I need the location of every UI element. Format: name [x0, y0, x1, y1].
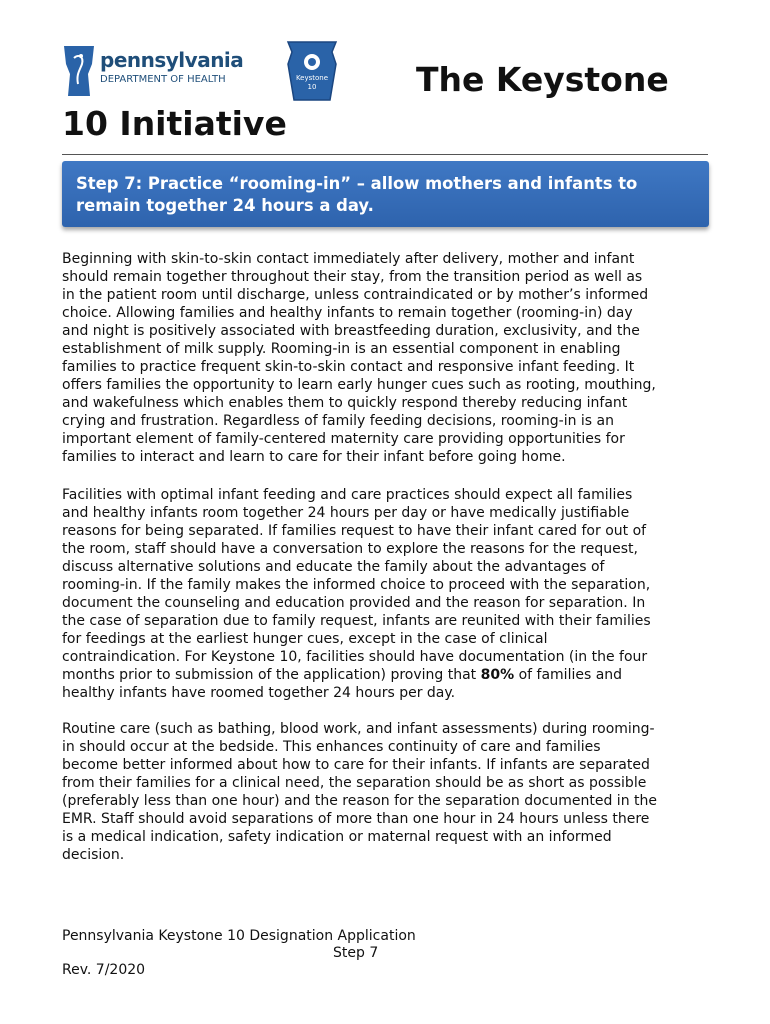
keystone-badge-icon	[284, 40, 340, 102]
paragraph-line: in should occur at the bedside. This enhances continuity of care and families	[62, 739, 601, 755]
page-title-line2: 10 Initiative	[62, 104, 287, 143]
paragraph-line-with-bold	[62, 666, 712, 684]
paragraph-line: become better informed about how to care for their infants. If infants are separated	[62, 757, 650, 773]
paragraph-line: choice. Allowing families and healthy infants to remain together (rooming-in) day	[62, 305, 633, 321]
paragraph-line: EMR. Staff should avoid separations of more than one hour in 24 hours unless there	[62, 811, 650, 827]
paragraph-line: important element of family-centered maternity care providing opportunities for	[62, 431, 625, 447]
paragraph-line: (preferably less than one hour) and the reason for the separation documented in the	[62, 793, 657, 809]
paragraph-line: offers families the opportunity to learn early hunger cues such as rooting, mouthing,	[62, 377, 656, 393]
badge-text-10: 10	[307, 83, 317, 91]
paragraph-line: contraindication. For Keystone 10, facilities should have documentation (in the four	[62, 649, 648, 665]
paragraph-line: and wakefulness which enables them to quickly respond thereby reducing infant	[62, 395, 628, 411]
paragraph-line: Routine care (such as bathing, blood work, and infant assessments) during rooming-	[62, 721, 655, 737]
footer-step: Step 7	[333, 945, 379, 961]
keystone-state-icon	[62, 44, 96, 98]
paragraph-line: families to practice frequent skin-to-skin contact and responsive infant feeding. It	[62, 359, 635, 375]
paragraph-line: the case of separation due to family request, infants are reunited with their families	[62, 613, 651, 629]
title-divider	[62, 154, 708, 155]
paragraph-line: in the patient room until discharge, unless contraindicated or by mother’s informed	[62, 287, 649, 303]
paragraph-line: Facilities with optimal infant feeding and care practices should expect all families	[62, 487, 633, 503]
paragraph-line: families to interact and learn to care for their infant before going home.	[62, 449, 566, 465]
paragraph-3	[62, 720, 712, 864]
paragraph-line: from their families for a clinical need, the separation should be as short as possible	[62, 775, 647, 791]
paragraph-line: and healthy infants room together 24 hours per day or have medically justifiable	[62, 505, 630, 521]
pa-health-logo	[62, 42, 244, 98]
text-run: of families and	[514, 667, 623, 683]
paragraph-line: crying and frustration. Regardless of family feeding decisions, rooming-in is an	[62, 413, 615, 429]
paragraph-line: decision.	[62, 847, 125, 863]
paragraph-line: discuss alternative solutions and educate the family about the advantages of	[62, 559, 605, 575]
text-run: months prior to submission of the application) proving that	[62, 667, 481, 683]
paragraph-line: rooming-in. If the family makes the informed choice to proceed with the separation,	[62, 577, 651, 593]
paragraph-line: establishment of milk supply. Rooming-in is an essential component in enabling	[62, 341, 621, 357]
logo-department: DEPARTMENT OF HEALTH	[100, 74, 226, 85]
paragraph-line: healthy infants have roomed together 24 hours per day.	[62, 685, 456, 701]
paragraph-line: Beginning with skin-to-skin contact immediately after delivery, mother and infant	[62, 251, 635, 267]
footer-application-name: Pennsylvania Keystone 10 Designation Application	[62, 928, 416, 944]
step-banner-line1: Step 7: Practice “rooming-in” – allow mothers and infants to	[76, 174, 638, 193]
paragraph-line: document the counseling and education provided and the reason for separation. In	[62, 595, 646, 611]
paragraph-line: the room, staff should have a conversation to explore the reasons for the request,	[62, 541, 638, 557]
paragraph-1	[62, 250, 712, 466]
bold-percentage: 80%	[480, 667, 515, 683]
step-banner-line2: remain together 24 hours a day.	[76, 196, 374, 215]
page-title-line1: The Keystone	[416, 60, 669, 99]
badge-text-keystone: Keystone	[295, 74, 329, 82]
logo-name: pennsylvania	[100, 48, 244, 72]
keystone10-badge	[284, 40, 340, 102]
paragraph-line: is a medical indication, safety indication or maternal request with an informed	[62, 829, 612, 845]
paragraph-line: for feedings at the earliest hunger cues, except in the case of clinical	[62, 631, 548, 647]
paragraph-line: and night is positively associated with breastfeeding duration, exclusivity, and the	[62, 323, 640, 339]
paragraph-line: reasons for being separated. If families request to have their infant cared for out of	[62, 523, 647, 539]
paragraph-2	[62, 486, 712, 702]
step-banner	[62, 161, 709, 227]
footer-revision: Rev. 7/2020	[62, 962, 146, 978]
paragraph-line: should remain together throughout their stay, from the transition period as well as	[62, 269, 643, 285]
